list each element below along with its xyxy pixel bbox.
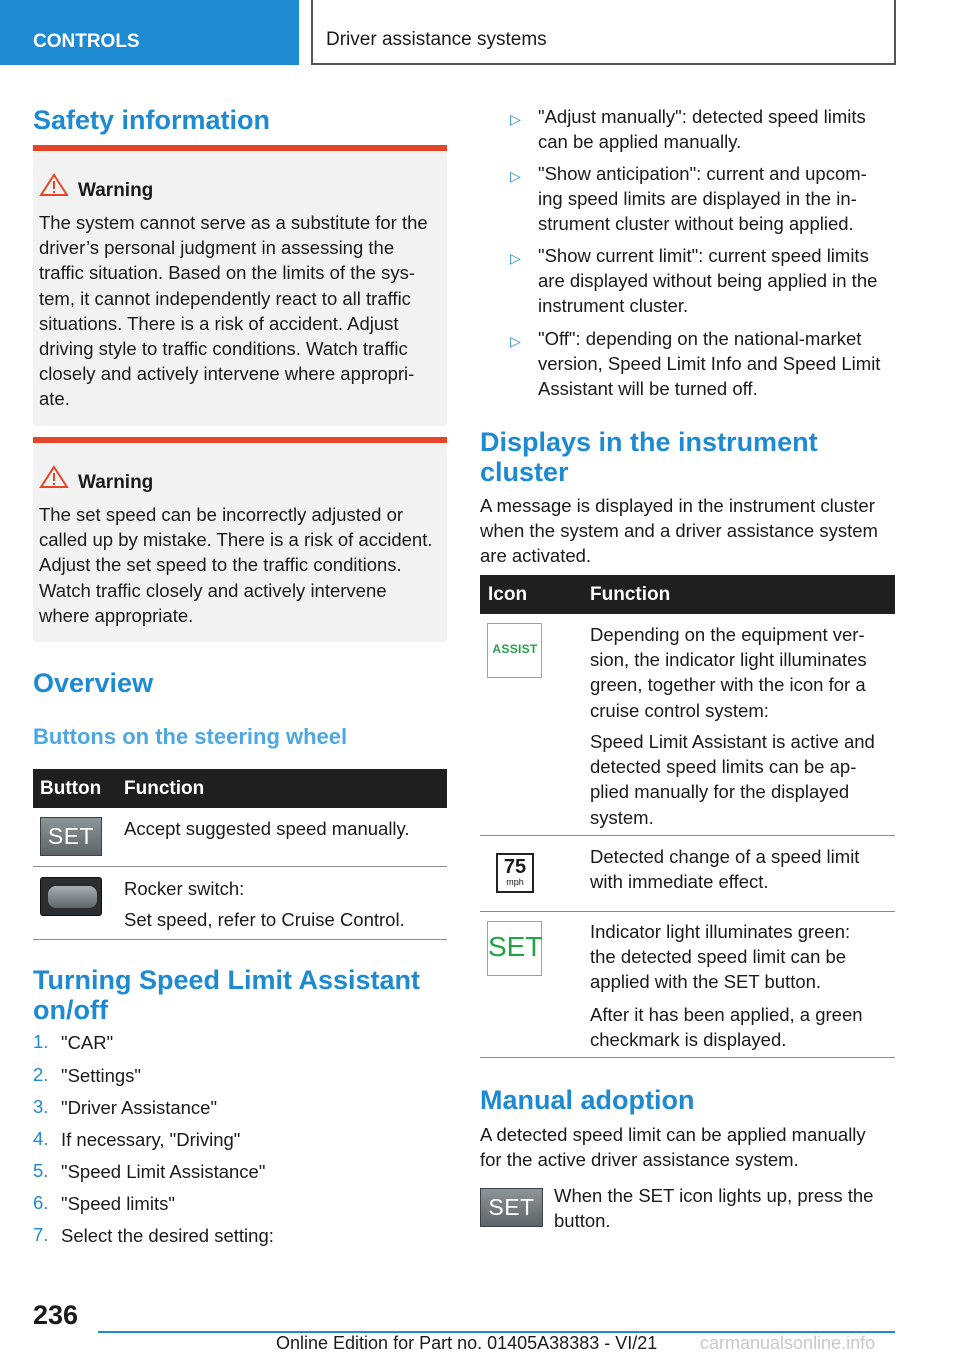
manual-note: When the SET icon lights up, press the button. xyxy=(554,1185,874,1232)
table-divider xyxy=(33,939,447,940)
step-number: 2. xyxy=(33,1064,49,1085)
watermark: carmanualsonline.info xyxy=(700,1333,876,1353)
column-header-function: Function xyxy=(590,584,671,605)
set-indicator-icon: SET xyxy=(487,921,542,976)
option-text: "Show current limit": current speed limits are displayed without being applied in the instrument cluster. xyxy=(538,245,878,317)
manual-intro: A detected speed limit can be applied manually for the active driver assistance system. xyxy=(480,1124,866,1171)
table-divider xyxy=(480,1057,895,1058)
step-number: 5. xyxy=(33,1160,49,1181)
overview-heading: Overview xyxy=(33,668,154,698)
table-divider xyxy=(33,866,447,867)
step-number: 6. xyxy=(33,1192,49,1213)
set-button-icon: SET xyxy=(480,1188,543,1227)
bullet-icon: ▷ xyxy=(510,111,521,127)
column-header-button: Button xyxy=(40,778,102,799)
displays-intro: A message is displayed in the instrument cluster when the system and a driver assistance system are activated. xyxy=(480,495,878,567)
warning-triangle-icon xyxy=(39,173,69,197)
warning-label: Warning xyxy=(78,472,154,493)
speed-limit-sign-icon: 75 mph xyxy=(496,853,534,893)
step-number: 1. xyxy=(33,1031,49,1052)
step-number: 3. xyxy=(33,1096,49,1117)
section-tab: CONTROLS xyxy=(0,0,299,65)
step-text: "Speed Limit Assistance" xyxy=(61,1161,266,1182)
icons-table-header xyxy=(480,575,895,614)
table-divider xyxy=(480,835,895,836)
table-cell: Accept suggested speed manually. xyxy=(124,818,410,839)
chapter-title: Driver assistance systems xyxy=(326,29,547,50)
bullet-icon: ▷ xyxy=(510,250,521,266)
step-number: 7. xyxy=(33,1224,49,1245)
safety-heading: Safety information xyxy=(33,105,271,135)
assist-indicator-icon: ASSIST xyxy=(487,623,542,678)
table-cell: Indicator light illuminates green: the detected speed limit can be applied with the SET button. xyxy=(590,921,851,993)
bullet-icon: ▷ xyxy=(510,333,521,349)
table-divider xyxy=(480,911,895,912)
step-number: 4. xyxy=(33,1128,49,1149)
warning-text: The set speed can be incorrectly adjusted or called up by mistake. There is a risk of accident. Adjust the set speed to the traffic conditions. Watch traffic closely and actively intervene where appropriate. xyxy=(39,504,433,626)
column-header-function: Function xyxy=(124,778,205,799)
buttons-table-header xyxy=(33,769,447,808)
step-text: "CAR" xyxy=(61,1032,114,1053)
warning-label: Warning xyxy=(78,180,154,201)
set-button-icon: SET xyxy=(40,817,102,856)
edition-text: Online Edition for Part no. 01405A38383 - VI/21 xyxy=(276,1333,658,1353)
table-cell: Depending on the equipment ver- sion, the indicator light illuminates green, together with the icon for a cruise control system: xyxy=(590,624,867,721)
table-cell: Rocker switch: xyxy=(124,878,245,899)
warning-triangle-icon xyxy=(39,465,69,489)
table-cell: Set speed, refer to Cruise Control. xyxy=(124,909,405,930)
turning-heading: Turning Speed Limit Assistant on/off xyxy=(33,965,421,1025)
steering-buttons-subheading: Buttons on the steering wheel xyxy=(33,724,348,749)
column-header-icon: Icon xyxy=(488,584,528,605)
table-cell: Detected change of a speed limit with immediate effect. xyxy=(590,846,860,893)
table-cell: Speed Limit Assistant is active and detected speed limits can be ap- plied manually for the displayed system. xyxy=(590,731,875,828)
warning-box-2 xyxy=(33,437,447,642)
rocker-switch-icon xyxy=(40,877,102,916)
step-text: "Speed limits" xyxy=(61,1193,175,1214)
step-text: If necessary, "Driving" xyxy=(61,1129,241,1150)
option-text: "Adjust manually": detected speed limits can be applied manually. xyxy=(538,106,866,153)
option-text: "Off": depending on the national-market version, Speed Limit Info and Speed Limit Assistant will be turned off. xyxy=(538,328,881,400)
warning-box-1 xyxy=(33,145,447,426)
page-number: 236 xyxy=(33,1300,79,1330)
displays-heading: Displays in the instrument cluster xyxy=(480,427,818,487)
table-cell: After it has been applied, a green checkmark is displayed. xyxy=(590,1004,863,1051)
option-text: "Show anticipation": current and upcom- ing speed limits are displayed in the in- strument cluster without being applied. xyxy=(538,163,867,235)
step-text: Select the desired setting: xyxy=(61,1225,274,1246)
warning-text: The system cannot serve as a substitute for the driver’s personal judgment in assessing the traffic situation. Based on the limits of the sys- tem, it cannot independently react to all traffic situations. There is a risk of accident. Adjust driving style to traffic conditions. Watch traffic closely and actively intervene where appropri- ate. xyxy=(39,212,428,410)
step-text: "Settings" xyxy=(61,1065,141,1086)
manual-heading: Manual adoption xyxy=(480,1085,695,1115)
step-text: "Driver Assistance" xyxy=(61,1097,218,1118)
bullet-icon: ▷ xyxy=(510,168,521,184)
